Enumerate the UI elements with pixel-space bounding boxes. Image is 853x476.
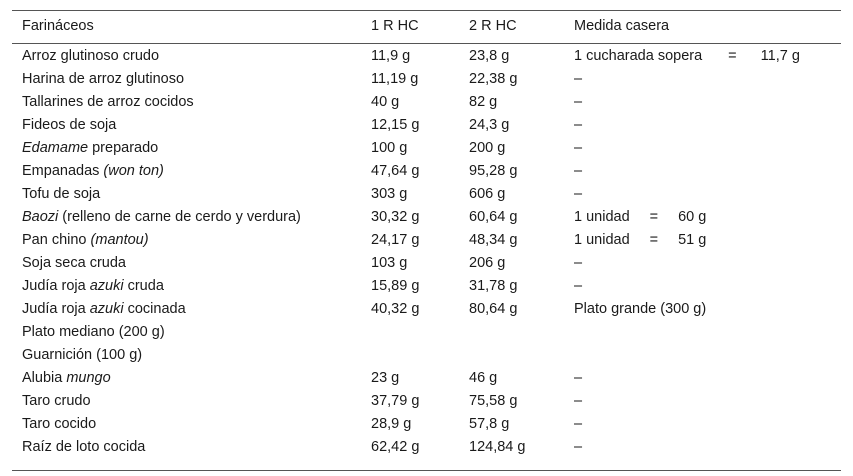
value-2rhc: 200 g (469, 140, 506, 156)
food-name-italic: (mantou) (90, 232, 149, 248)
value-2rhc: 124,84 g (469, 439, 526, 455)
value-1rhc: 12,15 g (371, 117, 420, 133)
measure-unit: – (574, 117, 583, 133)
food-name-text: Judía roja (22, 301, 90, 317)
household-measure (574, 413, 582, 436)
value-1rhc: 40,32 g (371, 301, 420, 317)
value-1rhc: 47,64 g (371, 163, 420, 179)
household-measure (574, 298, 706, 321)
value-2rhc: 75,58 g (469, 393, 518, 409)
value-1rhc: 24,17 g (371, 232, 420, 248)
table-row (12, 344, 841, 367)
value-2rhc: 48,34 g (469, 232, 518, 248)
food-name (22, 91, 194, 114)
food-name-text: Soja seca cruda (22, 255, 126, 271)
food-name (22, 183, 100, 206)
header-medida-casera: Medida casera (574, 18, 670, 34)
table-row (12, 321, 841, 344)
value-1rhc: 30,32 g (371, 209, 420, 225)
value-2rhc: 23,8 g (469, 48, 510, 64)
measure-unit: – (574, 439, 583, 455)
table-row (12, 229, 841, 252)
household-measure (574, 390, 582, 413)
table-row (12, 298, 841, 321)
value-2rhc: 82 g (469, 94, 498, 110)
food-name-text: Plato mediano (200 g) (22, 324, 165, 340)
value-2rhc: 606 g (469, 186, 506, 202)
measure-weight: 51 g (678, 232, 707, 248)
food-name-text: Taro cocido (22, 416, 97, 432)
header-farinaceos: Farináceos (22, 18, 94, 34)
household-measure (574, 137, 582, 160)
measure-equals: = (649, 232, 659, 248)
household-measure (574, 68, 582, 91)
measure-unit: – (574, 163, 583, 179)
measure-unit: – (574, 416, 583, 432)
food-name (22, 114, 116, 137)
household-measure (574, 183, 582, 206)
food-name (22, 160, 164, 183)
food-name-text: Raíz de loto cocida (22, 439, 146, 455)
food-name-text: Taro crudo (22, 393, 91, 409)
food-name-italic: azuki (89, 278, 124, 294)
food-name-suffix: cocinada (123, 301, 186, 317)
food-name (22, 68, 184, 91)
table-row (12, 137, 841, 160)
table-header-row (12, 15, 841, 38)
measure-weight: 60 g (678, 209, 707, 225)
food-name (22, 298, 186, 321)
food-name (22, 229, 149, 252)
measure-unit: 1 unidad (574, 209, 630, 225)
food-name-text: Harina de arroz glutinoso (22, 71, 185, 87)
measure-unit: – (574, 255, 583, 271)
measure-equals: = (728, 48, 737, 64)
table-row (12, 252, 841, 275)
value-2rhc: 31,78 g (469, 278, 518, 294)
food-name-italic: (won ton) (103, 163, 164, 179)
measure-unit: – (574, 278, 583, 294)
measure-unit: – (574, 393, 583, 409)
measure-unit: – (574, 94, 583, 110)
value-1rhc: 11,9 g (371, 48, 411, 64)
table-row (12, 390, 841, 413)
value-1rhc: 103 g (371, 255, 408, 271)
household-measure (574, 114, 582, 137)
value-2rhc: 206 g (469, 255, 506, 271)
food-name (22, 321, 165, 344)
value-1rhc: 11,19 g (371, 71, 419, 87)
header-1rhc: 1 R HC (371, 18, 419, 34)
table-bottom-rule (12, 470, 841, 471)
measure-equals: = (649, 209, 659, 225)
food-name-italic: Edamame (22, 140, 89, 156)
value-1rhc: 15,89 g (371, 278, 420, 294)
household-measure (574, 45, 800, 68)
value-1rhc: 23 g (371, 370, 400, 386)
value-1rhc: 37,79 g (371, 393, 420, 409)
household-measure (574, 252, 582, 275)
food-name (22, 390, 91, 413)
table-row (12, 206, 841, 229)
table-row (12, 413, 841, 436)
table-row (12, 114, 841, 137)
household-measure (574, 436, 582, 459)
food-name (22, 344, 142, 367)
food-name (22, 413, 96, 436)
food-name (22, 45, 159, 68)
value-2rhc: 80,64 g (469, 301, 518, 317)
food-name (22, 252, 126, 275)
food-name-text: Tallarines de arroz cocidos (22, 94, 194, 110)
table-row (12, 367, 841, 390)
household-measure (574, 229, 706, 252)
food-name-text: Guarnición (100 g) (22, 347, 143, 363)
value-1rhc: 62,42 g (371, 439, 420, 455)
household-measure (574, 206, 706, 229)
measure-unit: – (574, 71, 583, 87)
food-name (22, 275, 164, 298)
food-name-text: Empanadas (22, 163, 104, 179)
food-name-text: Pan chino (22, 232, 91, 248)
header-2rhc: 2 R HC (469, 18, 517, 34)
food-name-text: Judía roja (22, 278, 90, 294)
table-row (12, 183, 841, 206)
food-name-text: Alubia (22, 370, 67, 386)
table-row (12, 91, 841, 114)
food-name-italic: mungo (66, 370, 111, 386)
household-measure (574, 91, 582, 114)
value-2rhc: 24,3 g (469, 117, 510, 133)
measure-weight: 11,7 g (760, 48, 800, 64)
value-2rhc: 57,8 g (469, 416, 510, 432)
food-name-text: Tofu de soja (22, 186, 101, 202)
food-name-italic: Baozi (22, 209, 59, 225)
table-row (12, 68, 841, 91)
value-1rhc: 40 g (371, 94, 400, 110)
header-rule (12, 43, 841, 44)
value-2rhc: 60,64 g (469, 209, 518, 225)
household-measure (574, 160, 582, 183)
food-name (22, 436, 145, 459)
food-name (22, 137, 158, 160)
food-name (22, 206, 301, 229)
value-1rhc: 303 g (371, 186, 408, 202)
food-name-text: Fideos de soja (22, 117, 117, 133)
value-2rhc: 46 g (469, 370, 498, 386)
value-2rhc: 95,28 g (469, 163, 518, 179)
measure-unit: Plato grande (300 g) (574, 301, 707, 317)
value-1rhc: 100 g (371, 140, 408, 156)
food-name (22, 367, 111, 390)
table-row (12, 436, 841, 459)
household-measure (574, 275, 582, 298)
table-top-rule (12, 10, 841, 11)
food-name-suffix: (relleno de carne de cerdo y verdura) (58, 209, 301, 225)
household-measure (574, 367, 582, 390)
measure-unit: – (574, 140, 583, 156)
measure-unit: 1 cucharada sopera (574, 48, 703, 64)
value-1rhc: 28,9 g (371, 416, 412, 432)
food-name-text: Arroz glutinoso crudo (22, 48, 160, 64)
food-name-suffix: cruda (123, 278, 164, 294)
measure-unit: – (574, 370, 583, 386)
measure-unit: 1 unidad (574, 232, 630, 248)
measure-unit: – (574, 186, 583, 202)
table-row (12, 275, 841, 298)
food-name-italic: azuki (89, 301, 124, 317)
table-row (12, 160, 841, 183)
food-name-suffix: preparado (88, 140, 159, 156)
table-row (12, 45, 841, 68)
value-2rhc: 22,38 g (469, 71, 518, 87)
